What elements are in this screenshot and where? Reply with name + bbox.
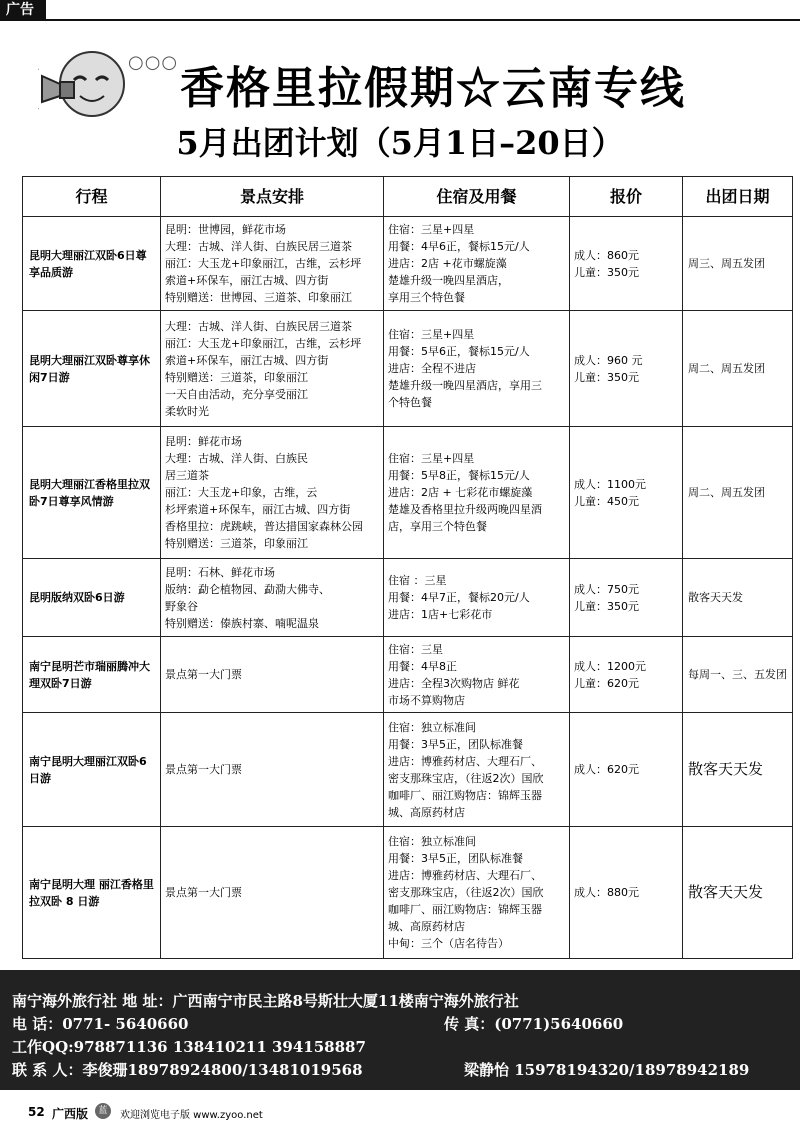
footer-phone-row xyxy=(12,1013,788,1036)
footer-contact-row xyxy=(12,1059,788,1082)
agency-address: 南宁海外旅行社 地 址：广西南宁市民主路8号斯壮大厦11楼南宁海外旅行社 xyxy=(12,992,519,1010)
date-cell: 周二、周五发团 xyxy=(683,311,793,427)
lodging-line: 用餐：3早5正，团队标准餐 xyxy=(388,737,523,751)
lodging-line: 楚雄升级一晚四星酒店，享用三 xyxy=(388,379,542,392)
spots-line: 昆明：世博园，鲜花市场 xyxy=(165,223,286,236)
lodging-line: 用餐：3早5正，团队标准餐 xyxy=(388,852,523,865)
column-header-spots: 景点安排 xyxy=(161,177,384,217)
lodging-line: 城、高原药材店 xyxy=(388,805,465,819)
lodging-line: 市场不算购物店 xyxy=(388,693,465,707)
edition-badge-icon: 蓝 xyxy=(95,1103,111,1119)
spots-cell xyxy=(161,827,384,959)
date-cell: 散客天天发 xyxy=(683,559,793,637)
spots-line: 居三道茶 xyxy=(165,469,209,482)
spots-cell xyxy=(161,559,384,637)
lodging-cell xyxy=(384,427,570,559)
lodging-line: 进店：博雅药材店、大理石厂、 xyxy=(388,754,542,768)
route-cell: 南宁昆明大理 丽江香格里拉双卧 8 日游 xyxy=(23,827,161,959)
agency-contact-footer xyxy=(0,970,800,1090)
route-cell: 昆明大理丽江香格里拉双卧7日尊享风情游 xyxy=(23,427,161,559)
speech-bubbles: ○○○ xyxy=(128,52,179,73)
lodging-line: 进店：2店 +花市螺旋藻 xyxy=(388,257,507,270)
edition-label: 广西版 xyxy=(52,1107,89,1121)
table-row xyxy=(23,311,793,427)
table-header-row xyxy=(23,177,793,217)
spots-line: 野象谷 xyxy=(165,599,198,613)
lodging-line: 住宿：三星+四星 xyxy=(388,452,475,465)
lodging-line: 进店：2店 + 七彩花市螺旋藻 xyxy=(388,486,533,499)
page-footer-bar xyxy=(0,1097,800,1125)
lodging-line: 住宿：三星+四星 xyxy=(388,223,475,236)
price-adult: 成人：1100元 xyxy=(574,477,646,491)
lodging-line: 个特色餐 xyxy=(388,396,432,409)
date-cell: 周三、周五发团 xyxy=(683,217,793,311)
lodging-line: 享用三个特色餐 xyxy=(388,291,465,304)
lodging-line: 用餐：5早6正，餐标15元/人 xyxy=(388,345,530,358)
agency-fax: 传 真：(0771)5640660 xyxy=(444,1015,624,1033)
table-row xyxy=(23,713,793,827)
spots-line: 杉坪索道+环保车，丽江古城、四方街 xyxy=(165,503,351,516)
spots-line: 特别赠送：三道茶，印象丽江 xyxy=(165,370,308,384)
column-header-date: 出团日期 xyxy=(683,177,793,217)
spots-line: 大理：古城、洋人街、白族民 xyxy=(165,452,308,465)
date-cell xyxy=(683,637,793,713)
price-child: 儿童：350元 xyxy=(574,265,639,279)
price-cell xyxy=(570,827,683,959)
lodging-line: 进店：全程不进店 xyxy=(388,362,476,375)
lodging-line: 住宿 ：三星 xyxy=(388,574,447,587)
table-row xyxy=(23,559,793,637)
table-row xyxy=(23,637,793,713)
spots-line: 大理：古城、洋人街、白族民居三道茶 xyxy=(165,240,352,253)
lodging-line: 城、高原药材店 xyxy=(388,920,465,933)
spots-line: 丽江：大玉龙+印象丽江，古维，云杉坪 xyxy=(165,257,362,270)
price-cell xyxy=(570,713,683,827)
spots-line: 大理：古城、洋人街、白族民居三道茶 xyxy=(165,319,352,333)
lodging-cell xyxy=(384,713,570,827)
spots-cell xyxy=(161,427,384,559)
table-row xyxy=(23,217,793,311)
page-number: 52 xyxy=(28,1105,45,1119)
lodging-line: 进店：全程3次购物店 鲜花 xyxy=(388,676,520,690)
lodging-cell xyxy=(384,217,570,311)
price-adult: 成人：960 元 xyxy=(574,353,643,367)
lodging-line: 用餐：5早8正，餐标15元/人 xyxy=(388,469,530,482)
lodging-line: 楚雄及香格里拉升级两晚四星酒 xyxy=(388,503,542,516)
spots-line: 景点第一大门票 xyxy=(165,763,242,776)
price-child: 儿童：450元 xyxy=(574,494,639,508)
lodging-line: 用餐：4早7正，餐标20元/人 xyxy=(388,591,530,604)
date-text: 每周一、三、五发团 xyxy=(688,668,787,681)
spots-cell xyxy=(161,713,384,827)
contact-person-2: 梁静怡 15978194320/18978942189 xyxy=(464,1061,750,1079)
table-row xyxy=(23,827,793,959)
spots-line: 景点第一大门票 xyxy=(165,668,242,681)
table-row xyxy=(23,427,793,559)
lodging-line: 楚雄升级一晚四星酒店， xyxy=(388,274,509,287)
lodging-line: 中甸：三个（店名待告） xyxy=(388,937,509,950)
price-adult: 成人：620元 xyxy=(574,763,639,776)
lodging-line: 密支那珠宝店，（往返2次）国欣 xyxy=(388,771,544,785)
tour-schedule-table xyxy=(22,176,793,959)
lodging-line: 咖啡厂、丽江购物店：锦辉玉器 xyxy=(388,788,542,802)
spots-line: 索道+环保车，丽江古城、四方街 xyxy=(165,274,329,287)
route-cell: 昆明大理丽江双卧6日尊享品质游 xyxy=(23,217,161,311)
column-header-lodging: 住宿及用餐 xyxy=(384,177,570,217)
footer-address-row xyxy=(12,990,788,1013)
price-cell xyxy=(570,427,683,559)
spots-cell xyxy=(161,637,384,713)
column-header-route: 行程 xyxy=(23,177,161,217)
spots-line: 丽江：大玉龙+印象丽江，古维，云杉坪 xyxy=(165,336,362,350)
price-adult: 成人：750元 xyxy=(574,582,639,596)
website-link[interactable]: 欢迎浏览电子版 www.zyoo.net xyxy=(120,1110,263,1121)
agency-phone: 电 话：0771- 5640660 xyxy=(12,1015,189,1033)
route-cell: 南宁昆明芒市瑞丽腾冲大理双卧7日游 xyxy=(23,637,161,713)
lodging-line: 住宿：独立标准间 xyxy=(388,835,476,848)
spots-line: 版纳：勐仑植物园、勐泐大佛寺、 xyxy=(165,582,330,596)
agency-qq: 工作QQ:978871136 138410211 394158887 xyxy=(12,1038,366,1056)
lodging-line: 进店：1店+七彩花市 xyxy=(388,608,493,621)
spots-line: 特别赠送：三道茶，印象丽江 xyxy=(165,537,308,550)
footer-qq-row xyxy=(12,1036,788,1059)
lodging-line: 住宿：三星 xyxy=(388,642,443,656)
route-cell: 昆明大理丽江双卧尊享休闲7日游 xyxy=(23,311,161,427)
lodging-cell xyxy=(384,827,570,959)
lodging-line: 进店：博雅药材店、大理石厂、 xyxy=(388,869,542,882)
top-divider xyxy=(0,19,800,21)
spots-line: 昆明：鲜花市场 xyxy=(165,435,242,448)
lodging-line: 密支那珠宝店，（往返2次）国欣 xyxy=(388,886,544,899)
price-adult: 成人：1200元 xyxy=(574,659,646,673)
spots-cell xyxy=(161,311,384,427)
column-header-price: 报价 xyxy=(570,177,683,217)
route-cell: 南宁昆明大理丽江双卧6日游 xyxy=(23,713,161,827)
spots-line: 丽江：大玉龙+印象，古维，云 xyxy=(165,486,318,499)
spots-line: 香格里拉：虎跳峡，普达措国家森林公园 xyxy=(165,520,363,533)
spots-line: 一天自由活动，充分享受丽江 xyxy=(165,387,308,401)
price-cell xyxy=(570,311,683,427)
lodging-line: 用餐：4早6正，餐标15元/人 xyxy=(388,240,530,253)
date-cell: 散客天天发 xyxy=(683,713,793,827)
page-subtitle: 5月出团计划（5月1日–20日） xyxy=(176,124,624,162)
price-adult: 成人：880元 xyxy=(574,886,639,899)
price-cell xyxy=(570,217,683,311)
spots-line: 昆明：石林、鲜花市场 xyxy=(165,565,275,579)
lodging-line: 住宿：独立标准间 xyxy=(388,720,476,734)
lodging-line: 住宿：三星+四星 xyxy=(388,328,475,341)
date-cell: 周二、周五发团 xyxy=(683,427,793,559)
ad-label: 广告 xyxy=(0,0,46,20)
lodging-cell xyxy=(384,637,570,713)
price-child: 儿童：350元 xyxy=(574,370,639,384)
spots-cell xyxy=(161,217,384,311)
spots-line: 特别赠送：世博园、三道茶、印象丽江 xyxy=(165,291,352,304)
price-adult: 成人：860元 xyxy=(574,248,639,262)
spots-line: 柔软时光 xyxy=(165,404,209,418)
spots-line: 景点第一大门票 xyxy=(165,886,242,899)
lodging-line: 用餐：4早8正 xyxy=(388,659,457,673)
lodging-line: 咖啡厂、丽江购物店：锦辉玉器 xyxy=(388,903,542,916)
price-cell xyxy=(570,637,683,713)
route-cell: 昆明版纳双卧6日游 xyxy=(23,559,161,637)
price-child: 儿童：620元 xyxy=(574,676,639,690)
megaphone-mascot-icon xyxy=(38,46,128,122)
lodging-cell xyxy=(384,311,570,427)
lodging-line: 店，享用三个特色餐 xyxy=(388,520,487,533)
spots-line: 索道+环保车，丽江古城、四方街 xyxy=(165,353,329,367)
price-child: 儿童：350元 xyxy=(574,599,639,613)
price-cell xyxy=(570,559,683,637)
spots-line: 特别赠送：傣族村寨、喃呢温泉 xyxy=(165,616,319,630)
contact-person-1: 联 系 人：李俊珊18978924800/13481019568 xyxy=(12,1061,363,1079)
page-title: 香格里拉假期☆云南专线 xyxy=(180,63,686,114)
date-cell: 散客天天发 xyxy=(683,827,793,959)
lodging-cell xyxy=(384,559,570,637)
